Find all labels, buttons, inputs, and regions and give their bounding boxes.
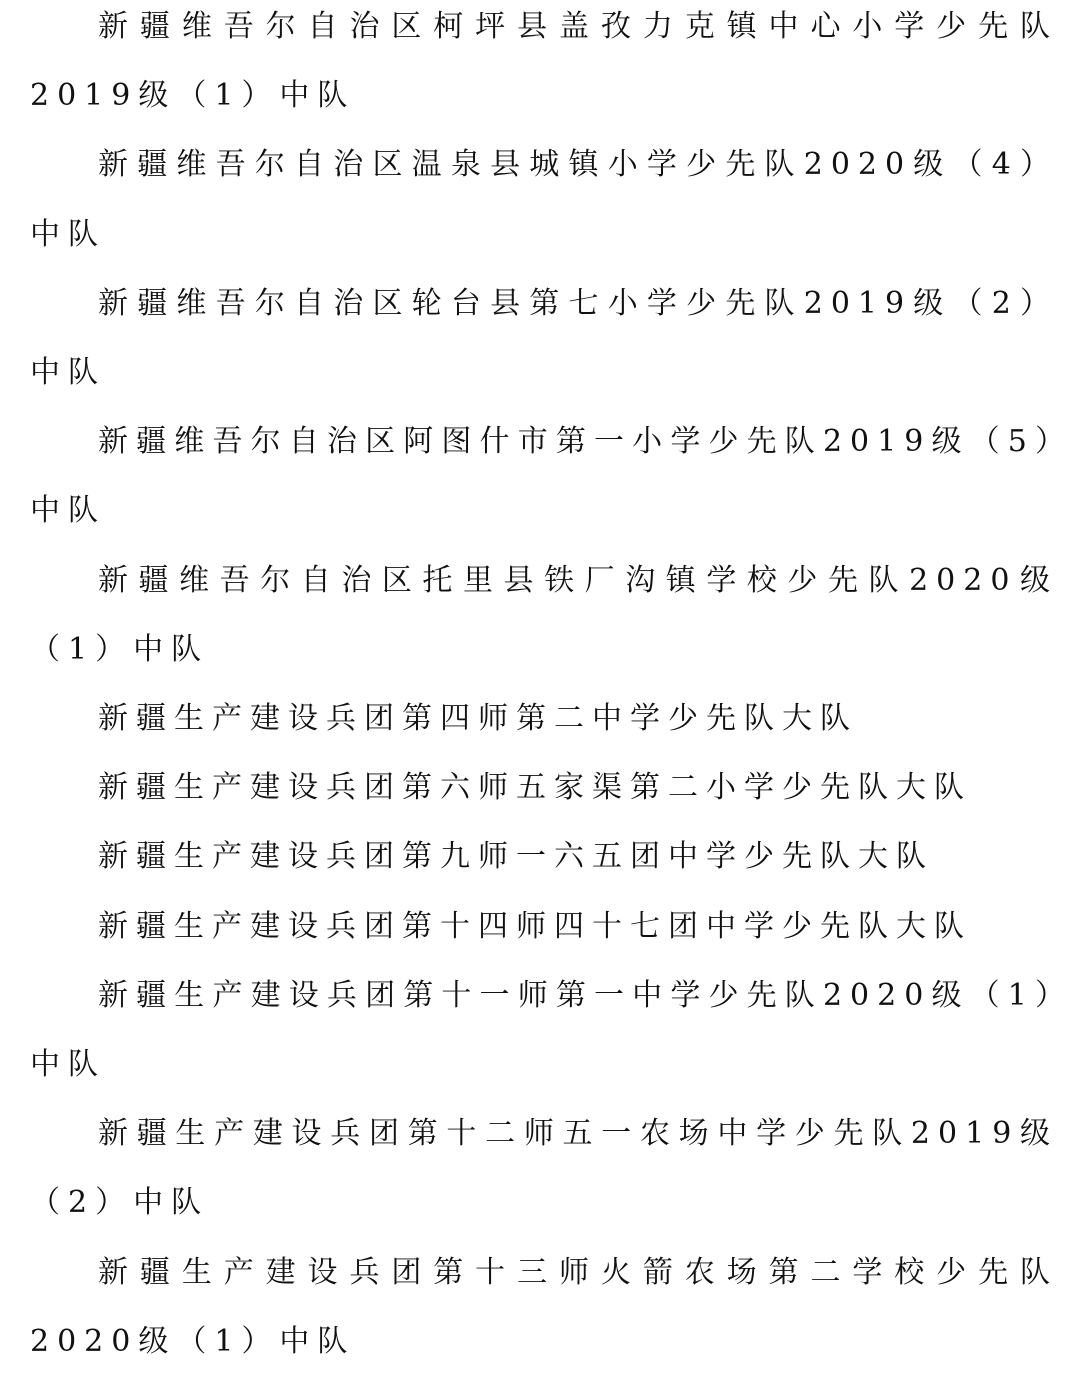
list-entry-7: 新疆生产建设兵团第六师五家渠第二小学少先队大队 [98, 770, 972, 806]
list-entry-6: 新疆生产建设兵团第四师第二中学少先队大队 [98, 701, 858, 737]
list-entry-8: 新疆生产建设兵团第九师一六五团中学少先队大队 [98, 839, 934, 875]
list-entry-12: 新疆生产建设兵团第十三师火箭农场第二学校少先队2020级（1）中队 [30, 1254, 1058, 1359]
list-entry-3: 新疆维吾尔自治区轮台县第七小学少先队2019级（2）中队 [30, 285, 1058, 391]
list-entry-11: 新疆生产建设兵团第十二师五一农场中学少先队2019级（2）中队 [30, 1116, 1058, 1221]
list-entry-5: 新疆维吾尔自治区托里县铁厂沟镇学校少先队2020级（1）中队 [30, 562, 1058, 667]
list-entry-1: 新疆维吾尔自治区柯坪县盖孜力克镇中心小学少先队2019级（1）中队 [30, 9, 1058, 114]
list-entry-10: 新疆生产建设兵团第十一师第一中学少先队2020级（1）中队 [30, 977, 1058, 1083]
list-entry-4: 新疆维吾尔自治区阿图什市第一小学少先队2019级（5）中队 [30, 424, 1058, 529]
list-entry-2: 新疆维吾尔自治区温泉县城镇小学少先队2020级（4）中队 [30, 147, 1058, 252]
list-entry-9: 新疆生产建设兵团第十四师四十七团中学少先队大队 [98, 908, 972, 944]
